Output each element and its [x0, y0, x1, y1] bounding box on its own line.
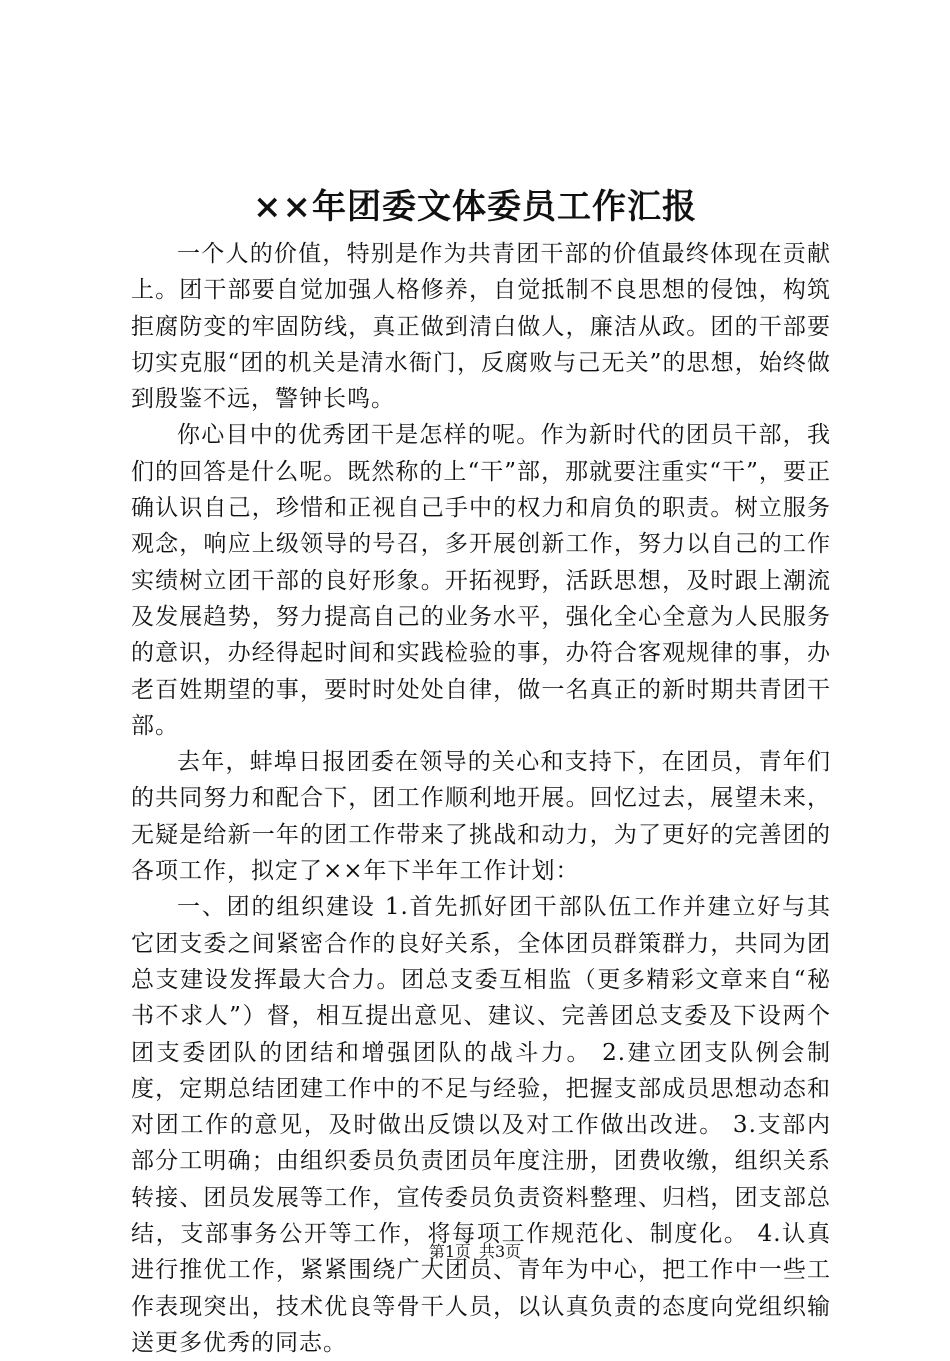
document-body — [131, 236, 831, 1361]
paragraph-3: 去年，蚌埠日报团委在领导的关心和支持下，在团员，青年们的共同努力和配合下，团工作顺利地开展。回忆过去，展望未来，无疑是给新一年的团工作带来了挑战和动力，为了更好的完善团的各项工作，拟定了××年下半年工作计划： — [131, 749, 831, 885]
page-number-total: 共3页 — [479, 1242, 522, 1261]
page-footer — [0, 1241, 950, 1263]
paragraph-4: 一、团的组织建设 1.首先抓好团干部队伍工作并建立好与其它团支委之间紧密合作的良好关系，全体团员群策群力，共同为团总支建设发挥最大合力。团总支委互相监（更多精彩文章来自“秘书不求人”）督，相互提出意见、建议、完善团总支委及下设两个团支委团队的团结和增强团队的战斗力。 2.建立团支队例会制度，定期总结团建工作中的不足与经验，把握支部成员思想动态和对团工作的意见，及时做出反馈以及对工作做出改进。 3.支部内部分工明确；由组织委员负责团员年度注册，团费收缴，组织关系转接、团员发展等工作，宣传委员负责资料整理、归档，团支部总结，支部事务公开等工作，将每项工作规范化、制度化。 4.认真进行推优工作，紧紧围绕广大团员、青年为中心，把工作中一些工作表现突出，技术优良等骨干人员，以认真负责的态度向党组织输送更多优秀的同志。 — [131, 894, 831, 1356]
paragraph-1: 一个人的价值，特别是作为共青团干部的价值最终体现在贡献上。团干部要自觉加强人格修养，自觉抵制不良思想的侵蚀，构筑拒腐防变的牢固防线，真正做到清白做人，廉洁从政。团的干部要切实克服“团的机关是清水衙门，反腐败与己无关”的思想，始终做到殷鉴不远，警钟长鸣。 — [131, 241, 831, 413]
document-title: ××年团委文体委员工作汇报 — [253, 187, 697, 227]
paragraph-2: 你心目中的优秀团干是怎样的呢。作为新时代的团员干部，我们的回答是什么呢。既然称的上“干”部，那就要注重实“干”，要正确认识自己，珍惜和正视自己手中的权力和肩负的职责。树立服务观念，响应上级领导的号召，多开展创新工作，努力以自己的工作实绩树立团干部的良好形象。开拓视野，活跃思想，及时跟上潮流及发展趋势，努力提高自己的业务水平，强化全心全意为人民服务的意识，办经得起时间和实践检验的事，办符合客观规律的事，办老百姓期望的事，要时时处处自律，做一名真正的新时期共青团干部。 — [131, 422, 831, 739]
page-number-current: 第1页 — [428, 1242, 471, 1261]
